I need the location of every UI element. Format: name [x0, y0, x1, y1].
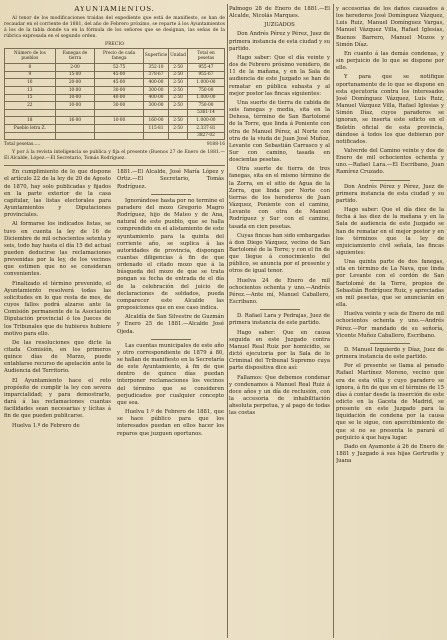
article-paragraph: 1881.—El Alcalde, José María López y Ortiz.—El Secretario, Tomás Rodríguez.: [117, 169, 224, 190]
table-cell: 45·00: [95, 79, 144, 87]
table-row: [5, 79, 225, 87]
article-paragraph: Alcaldía de San Silvestre de Guzmán y Enero 25 de 1881.—Alcalde José Ojeda.: [117, 314, 224, 335]
article-paragraph: Huelva veinte y seis de Enero de mil ochocientos ochenta y uno.—Andrés Pérez.—Por mandado de su señoría, Vicente Muñoz Caballero, Escribano.: [336, 311, 444, 339]
column-ayuntamientos: [4, 6, 225, 638]
article-paragraph: Hago saber: Que en causa seguida en este Juzgado contra Manuel Real Ruiz por homicidio, se dictó ejecutoria por la Sala de lo Criminal del Tribunal Supremo cuya parte dispositiva dice así:: [229, 329, 330, 372]
table-row: [5, 64, 225, 72]
short-rule: [260, 309, 300, 310]
table-header: Fanegas de tierra: [55, 49, 95, 64]
column-edictos: [336, 6, 444, 638]
article-paragraph: Fallamos: Que debemos condenar y condenamos á Manuel Real Ruiz á doce años y un día de reclusión, con la accesoria de inhabilitación absoluta perpetua, y al pago de todas las costas: [229, 374, 330, 417]
table-cell: 18: [5, 117, 56, 125]
table-cell: 5361·14: [187, 109, 224, 117]
article-paragraph: Otra suerte de tierra de tres fanegas, sita en el mismo término de la Zorra, en el sitio de Agua de la Zorra, que linda por Norte con tierras de los herederos de Juan Vázquez, Poniente con el camino, Levante con otra de Manuel Rodríguez y Sur con el camino, tasada en cien pesetas.: [229, 166, 330, 230]
table-cell: [143, 132, 168, 140]
table-row: [5, 124, 225, 132]
table-total: [4, 141, 225, 148]
column-juzgados: [229, 6, 330, 638]
table-cell: 1.000·00: [187, 94, 224, 102]
table-cell: 352·10: [143, 64, 168, 72]
article-paragraph: Una quinta parte de dos fanegas, sita en término de La Nava, que linda por Levante con el cordón de San Bartolomé de la Torre, propios de Sebastián Rodríguez Ruiz, y apreciadas en mil pesetas, que se anunciarán en ella.: [336, 259, 444, 309]
article-paragraph: Don Andrés Pérez y Pérez, Juez de primera instancia de esta ciudad y su partido.: [336, 183, 444, 204]
table-cell: [55, 109, 95, 117]
table-cell: 10·00: [55, 86, 95, 94]
table-cell: 52·75: [95, 64, 144, 72]
article-paragraph: Finalizado el término prevenido, el Ayuntamiento resolverá todas las solicitudes en lo que resta de mes, de cuyos fallos podrá alzarse ante la Comisión permanente de la Asociación Diputación provincial ó los Jueces de los Tribunales que de hubieres hubiere motivo para ello.: [4, 280, 111, 337]
table-cell: 2·50: [169, 124, 188, 132]
column-divider: [227, 4, 228, 638]
table-cell: 160·00: [143, 117, 168, 125]
table-cell: [95, 109, 144, 117]
short-rule: [151, 339, 191, 340]
article-paragraph: Por el presente se llama al penado Rafael Martínez Moreno, vecino que era de esta villa y cuyo paradero se ignora, á fin de que en el término de 15 días á contar desde la inserción de este edicto en la Gaceta de Madrid, se presente en este Juzgado para la liquidación de condena por la causa que se le sigue, con apercibimiento de que si no se presenta le parará el perjuicio á que haya lugar.: [336, 363, 444, 441]
table-cell: [55, 132, 95, 140]
table-cell: 10·00: [95, 117, 144, 125]
column-header-line: Palmogo 28 de Enero de 1881.—El Alcalde, Nicolás Marques.: [229, 6, 330, 20]
table-cell: 2·50: [169, 94, 188, 102]
article-paragraph: Valverde del Camino veinte y dos de Enero de mil ochocientos ochenta y uno.—Rafael Lara.—El Escribano, Juan Ramírez Cruzado.: [336, 147, 444, 176]
table-row: [5, 109, 225, 117]
table-row: [5, 94, 225, 102]
article-paragraph: Hago saber: Que el día veinte y dos de Febrero próximo venidero, de 11 de la mañana, y en la Sala de audiencia de este Juzgado se han de rematar en pública subasta y al mejor postor las fincas siguientes:: [229, 54, 330, 97]
table-cell: 955·47: [187, 64, 224, 72]
table-cell: 10·00: [55, 94, 95, 102]
table-cell: 2·00: [55, 64, 95, 72]
left-subcolumn: [4, 169, 111, 439]
table-cell: 15·00: [55, 71, 95, 79]
table-cell: 2·50: [169, 79, 188, 87]
article-paragraph: Don Andrés Pérez y Pérez, Juez de primera instancia de esta ciudad y su partido.: [229, 31, 330, 52]
table-header: Número de los pueblos: [5, 49, 56, 64]
right-subcolumn: [117, 169, 224, 439]
table-cell: 9: [5, 71, 56, 79]
table-cell: 2·50: [169, 117, 188, 125]
table-cell: 400·00: [143, 79, 168, 87]
table-cell: 30·00: [95, 102, 144, 110]
table-cell: 115·81: [143, 124, 168, 132]
article-paragraph: Dado en Ayamonte á 26 de Enero de 1881 y Juzgado á sus hijas Gertrudis y Juana: [336, 443, 444, 465]
table-body: [5, 64, 225, 140]
short-rule: [151, 194, 191, 195]
table-header: Unidad: [169, 49, 188, 64]
table-cell: 2·50: [169, 64, 188, 72]
table-cell: 1.000·00: [187, 117, 224, 125]
table-cell: 955·67: [187, 71, 224, 79]
section-rule: [4, 165, 225, 166]
table-cell: 15: [5, 94, 56, 102]
table-cell: 1.000·00: [187, 79, 224, 87]
table-cell: [169, 132, 188, 140]
article-paragraph: Una suerte de tierra de cabida de seis fanegas y media, sita en la Dehesa, término de San Bartolomé de la Torre, que linda á Poniente con otra de Manuel Pérez, al Norte con otra de la viuda de Juan José Muñoz, Levante con Sebastián Carrasco y al Sur con camino, tasada en doscientas pesetas.: [229, 99, 330, 164]
table-cell: [5, 109, 56, 117]
section-heading: JUZGADOS: [264, 22, 295, 29]
table-cell: [95, 124, 144, 132]
table-cell: 10: [5, 79, 56, 87]
publication-note: Y por á la revista inteligencia se publica y fija el presente (Buenos 27 de Enero de 1881.—El Alcalde, López.—El Secretario, Tomás Rodríguez.: [4, 150, 225, 162]
table-cell: 300·00: [143, 86, 168, 94]
intro-paragraph: Al tenor de los modificaciones traidas del expediente que está de manifiesto, se han de recaudar en el corriente de 1881, del año de Febrero próximo, se reparte á los Ayuntamientos á los de la tabla donde va en la fórmula de los señores que se designan, las señas de la rúbrica expresada en el segundo orden.: [4, 16, 225, 40]
table-header: Superficie: [143, 49, 168, 64]
tax-table: [4, 48, 225, 140]
table-cell: 22: [5, 102, 56, 110]
article-paragraph: Huelva 1.º de Febrero de: [12, 422, 80, 429]
table-row: [5, 102, 225, 110]
column-divider: [333, 4, 334, 638]
table-row: [5, 71, 225, 79]
article-paragraph: En cumplimiento de lo que dispone el artículo 22 de la ley de 20 de Agosto de 1870, hay solo publicadas y fijados en la parte exterior de la casa capitular, las listas electorales para Ayuntamientos y Diputaciones provinciales.: [4, 169, 111, 219]
table-cell: 300·00: [143, 102, 168, 110]
table-cell: 3827·02: [187, 132, 224, 140]
table-cell: 30·00: [95, 86, 144, 94]
table-cell: 750·00: [187, 102, 224, 110]
table-cell: 20·00: [55, 79, 95, 87]
short-rule: [370, 343, 410, 344]
article-paragraph: Las cuentas municipales de este año y otro correspondiente de 1879 á 80, se hallan de manifiesto en la Secretaría de este Ayuntamiento, á fin de que dentro de quince días puedan interponer reclamaciones los vecinos del término que se consideren perjudicados por cualquier concepto que sea.: [117, 342, 224, 406]
table-cell: [55, 124, 95, 132]
table-cell: 40·00: [95, 94, 144, 102]
article-paragraph: y accesorias de los daños causados á los herederos José Domínguez Vázquez, Luis Ruiz, Manuel Domínguez Vargas, Manuel Vázquez Villa, Rafael Iglesias, Buenos Barrero, Manuel Mozos y Simón Díaz.: [336, 6, 444, 48]
table-row: [5, 117, 225, 125]
section-title: AYUNTAMIENTOS.: [74, 6, 155, 13]
table-cell: 8: [5, 64, 56, 72]
table-row: [5, 86, 225, 94]
table-cell: 13: [5, 86, 56, 94]
table-cell: 2·50: [169, 86, 188, 94]
table-cell: [143, 109, 168, 117]
article-paragraph: Hago saber: Que el día diez de la fecha á las diez de la mañana y en la Sala de audiencia de este Juzgado se han de rematar en el mejor postor y en los términos que la ley de enjuiciamiento civil señala, las fincas siguientes:: [336, 207, 444, 256]
table-cell: 400·00: [143, 94, 168, 102]
table-cell: [169, 109, 188, 117]
article-paragraph: Cuyas fincas han sido embargadas á don Diego Vázquez, vecino de San Bartolomé de la Torre; y con el fin de que llegue á conocimiento del público, se anuncia por el presente y otros de igual tenor.: [229, 232, 330, 275]
table-header: Precio de cada fanega: [95, 49, 144, 64]
article-paragraph: Y para que se notifique oportunamente de lo que se dispone en esta ejecutoria contra los interesados José Domínguez Vázquez, Luis Ruiz, Manuel Vázquez Villa, Rafael Iglesias y Simón Díaz, cuyos paraderos se ignoran, se inserta este edicto en el Boletín oficial de esta provincia, dándose á todos los que debieran por notificados.: [336, 74, 444, 145]
table-cell: 378·67: [143, 71, 168, 79]
table-cell: 750·00: [187, 86, 224, 94]
article-paragraph: En cuanto á las demás condenas, y sin perjuicio de lo que se dispone por ello.: [336, 50, 444, 72]
article-paragraph: Huelva 24 de Enero de mil ochocientos ochenta y uno.—Andrés Pérez.—Ante mí, Manuel Caballero, Escribano.: [229, 277, 330, 306]
table-cell: 45·00: [95, 71, 144, 79]
table-header-row: [5, 49, 225, 64]
table-cell: [5, 132, 56, 140]
table-cell: [95, 132, 144, 140]
article-paragraph: Ignorándose hasta por no termine el paradero del mozo Gregorio Magro Rodríguez, hijo de Mateo y de Ana, natural de este pueblo, que se halla comprendido en el alistamiento de este ayuntamiento para la quinta del corriente año, se suplica á las autoridades de provincia, dispongan cuantas diligencias á fin de que ordenado el citado mozo que á la búsqueda del mozo de que se trata pongan su fecha de entrada de el día de la celebración del juicio de declaraciones de soldados, pueda comparecer este Alcalde las proposiciones que en ese caso indica.: [117, 197, 224, 312]
article-paragraph: Al formarse los indicados listas, se tuvo en cuenta la ley de 16 de Diciembre de mil ochocientos setenta y seis, todo hay hasta el día 15 del actual pueden deducirse las reclamaciones prevenidas por la ley, de los vecinos que estimen que no se consideran convenientes.: [4, 221, 111, 278]
table-header: Total en pesetas: [187, 49, 224, 64]
total-value: 9188·16: [206, 142, 225, 148]
article-paragraph: De las resoluciones que dicte la citada Comisión, en los primeros quince días de Marzo, puede entablarse recurso de apelación ante la Audiencia del Territorio.: [4, 339, 111, 375]
table-cell: 2·50: [169, 71, 188, 79]
table-label: PRECIO: [105, 42, 124, 48]
table-row: [5, 132, 225, 140]
article-paragraph: D. Manuel Izquierdo y Díaz, Juez de primera instancia de este partido.: [336, 346, 444, 361]
article-paragraph: Huelva 1.º de Febrero de 1881, que se hace público para que los interesados puedan en ellos hacer los reparos que juzguen oportunos.: [117, 409, 224, 437]
table-cell: 16·00: [55, 117, 95, 125]
article-paragraph: El Ayuntamiento hace el reto propósito de cumplir la ley con severa imparcialidad; y para demostrarlo, dará á las reclamaciones cuantas facilidades sean necesarias y lícitas á fin de que pueden publicarse.: [4, 377, 111, 420]
table-cell: 2·50: [169, 102, 188, 110]
article-paragraph: D. Rafael Lara y Pedrajas, Juez de primera instancia de este partido.: [229, 313, 330, 327]
table-cell: 2.337·81: [187, 124, 224, 132]
table-cell: 10·00: [55, 102, 95, 110]
total-label: Total pesetas.....: [4, 142, 41, 148]
two-column-block: [4, 169, 225, 439]
table-cell: Pueblo letra Z.: [5, 124, 56, 132]
short-rule: [370, 180, 410, 181]
